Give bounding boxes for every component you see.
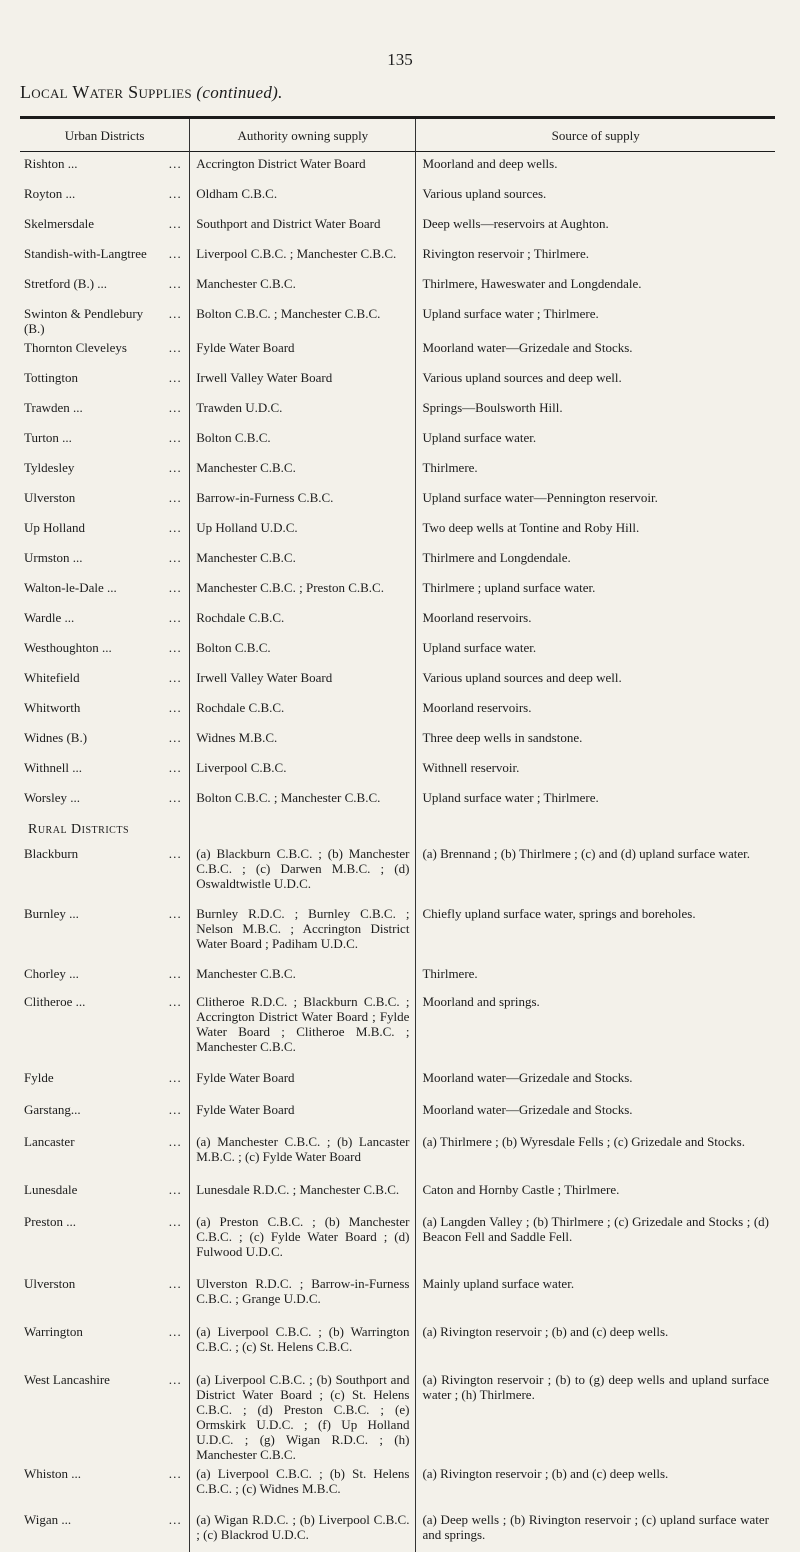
district-name: Widnes (B.) bbox=[24, 730, 87, 745]
district-name: Whitefield bbox=[24, 670, 80, 685]
leader-dots: … bbox=[117, 580, 183, 595]
leader-dots: … bbox=[75, 186, 183, 201]
authority-cell: Rochdale C.B.C. bbox=[190, 696, 416, 726]
district-cell bbox=[20, 336, 190, 366]
source-cell: Moorland water—Grizedale and Stocks. bbox=[416, 1066, 775, 1098]
heading-continued: (continued). bbox=[196, 83, 282, 102]
district-cell bbox=[20, 786, 190, 816]
source-cell: Moorland reservoirs. bbox=[416, 696, 775, 726]
leader-dots: … bbox=[75, 1134, 184, 1149]
authority-cell: Manchester C.B.C. bbox=[190, 546, 416, 576]
table-row bbox=[20, 786, 775, 816]
district-cell bbox=[20, 486, 190, 516]
leader-dots: … bbox=[85, 520, 183, 535]
authority-cell: Manchester C.B.C. ; Preston C.B.C. bbox=[190, 576, 416, 606]
district-cell bbox=[20, 636, 190, 666]
source-cell: Moorland water—Grizedale and Stocks. bbox=[416, 1098, 775, 1130]
authority-cell: Clitheroe R.D.C. ; Blackburn C.B.C. ; Accrington District Water Board ; Fylde Water Board ; Clitheroe M.B.C. ; Manchester C.B.C. bbox=[190, 990, 416, 1066]
authority-cell: (a) Liverpool C.B.C. ; (b) Southport and District Water Board ; (c) St. Helens C.B.C. ; (d) Preston C.B.C. ; (e) Ormskirk U.D.C. ; (f) Up Holland U.D.C. ; (g) Wigan R.D.C. ; (h) Manchester C.B.C. bbox=[190, 1368, 416, 1462]
table-row bbox=[20, 902, 775, 962]
source-cell: Various upland sources and deep well. bbox=[416, 366, 775, 396]
district-cell bbox=[20, 242, 190, 272]
district-name: Tyldesley bbox=[24, 460, 74, 475]
table-row bbox=[20, 212, 775, 242]
source-cell: Mainly upland surface water. bbox=[416, 1272, 775, 1320]
authority-cell: (a) Preston C.B.C. ; (b) Manchester C.B.C. ; (c) Fylde Water Board ; (d) Fulwood U.D.C. bbox=[190, 1210, 416, 1272]
table-row bbox=[20, 1272, 775, 1320]
column-header-source: Source of supply bbox=[416, 118, 775, 152]
authority-cell: Barrow-in-Furness C.B.C. bbox=[190, 486, 416, 516]
district-name: Wigan ... bbox=[24, 1512, 71, 1527]
district-name: Whitworth bbox=[24, 700, 80, 715]
leader-dots: … bbox=[80, 700, 183, 715]
empty-cell bbox=[416, 816, 775, 842]
page-number: 135 bbox=[0, 50, 800, 70]
district-name: Whiston ... bbox=[24, 1466, 81, 1481]
district-cell bbox=[20, 152, 190, 183]
source-cell: (a) Deep wells ; (b) Rivington reservoir ; (c) upland surface water and springs. bbox=[416, 1508, 775, 1552]
leader-dots: … bbox=[54, 1070, 184, 1085]
district-name: Fylde bbox=[24, 1070, 54, 1085]
district-name: Preston ... bbox=[24, 1214, 76, 1229]
authority-cell: Fylde Water Board bbox=[190, 336, 416, 366]
district-cell bbox=[20, 1178, 190, 1210]
leader-dots: … bbox=[83, 400, 183, 415]
authority-cell: Lunesdale R.D.C. ; Manchester C.B.C. bbox=[190, 1178, 416, 1210]
source-cell: Thirlmere and Longdendale. bbox=[416, 546, 775, 576]
authority-cell: (a) Wigan R.D.C. ; (b) Liverpool C.B.C. ; (c) Blackrod U.D.C. bbox=[190, 1508, 416, 1552]
source-cell: Two deep wells at Tontine and Roby Hill. bbox=[416, 516, 775, 546]
table-row bbox=[20, 486, 775, 516]
table-row bbox=[20, 576, 775, 606]
leader-dots: … bbox=[80, 790, 183, 805]
table-row bbox=[20, 152, 775, 183]
authority-cell: Liverpool C.B.C. bbox=[190, 756, 416, 786]
leader-dots: … bbox=[76, 1214, 183, 1229]
leader-dots: … bbox=[110, 1372, 183, 1387]
district-cell bbox=[20, 1320, 190, 1368]
district-name: Royton ... bbox=[24, 186, 75, 201]
leader-dots: … bbox=[112, 640, 183, 655]
source-cell: Thirlmere ; upland surface water. bbox=[416, 576, 775, 606]
source-cell: Thirlmere. bbox=[416, 456, 775, 486]
authority-cell: Manchester C.B.C. bbox=[190, 456, 416, 486]
authority-cell: Bolton C.B.C. ; Manchester C.B.C. bbox=[190, 302, 416, 336]
authority-cell: Rochdale C.B.C. bbox=[190, 606, 416, 636]
district-name: Turton ... bbox=[24, 430, 72, 445]
source-cell: Rivington reservoir ; Thirlmere. bbox=[416, 242, 775, 272]
district-name: Trawden ... bbox=[24, 400, 83, 415]
source-cell: (a) Rivington reservoir ; (b) and (c) deep wells. bbox=[416, 1320, 775, 1368]
table-row bbox=[20, 182, 775, 212]
table-row bbox=[20, 426, 775, 456]
authority-cell: (a) Blackburn C.B.C. ; (b) Manchester C.B.C. ; (c) Darwen M.B.C. ; (d) Oswaldtwistle U.D.C. bbox=[190, 842, 416, 902]
authority-cell: Fylde Water Board bbox=[190, 1098, 416, 1130]
source-cell: (a) Langden Valley ; (b) Thirlmere ; (c) Grizedale and Stocks ; (d) Beacon Fell and Saddle Fell. bbox=[416, 1210, 775, 1272]
heading-title: Local Water Supplies bbox=[20, 82, 192, 102]
district-cell bbox=[20, 1130, 190, 1178]
source-cell: (a) Brennand ; (b) Thirlmere ; (c) and (d) upland surface water. bbox=[416, 842, 775, 902]
district-cell bbox=[20, 902, 190, 962]
district-cell bbox=[20, 666, 190, 696]
district-name: Rishton ... bbox=[24, 156, 77, 171]
table-row bbox=[20, 636, 775, 666]
district-name: Tottington bbox=[24, 370, 78, 385]
district-name: Lancaster bbox=[24, 1134, 75, 1149]
leader-dots: … bbox=[147, 246, 183, 261]
leader-dots: … bbox=[83, 550, 184, 565]
district-name: Burnley ... bbox=[24, 906, 79, 921]
district-name: Clitheroe ... bbox=[24, 994, 85, 1009]
leader-dots: … bbox=[77, 156, 183, 171]
district-cell bbox=[20, 1368, 190, 1462]
source-cell: Caton and Hornby Castle ; Thirlmere. bbox=[416, 1178, 775, 1210]
district-cell bbox=[20, 990, 190, 1066]
district-name: Withnell ... bbox=[24, 760, 82, 775]
leader-dots: … bbox=[72, 430, 183, 445]
authority-cell: Southport and District Water Board bbox=[190, 212, 416, 242]
authority-cell: Irwell Valley Water Board bbox=[190, 366, 416, 396]
table-header-row bbox=[20, 118, 775, 152]
table-row bbox=[20, 990, 775, 1066]
table-row bbox=[20, 1368, 775, 1462]
table-row bbox=[20, 272, 775, 302]
source-cell: (a) Rivington reservoir ; (b) to (g) deep wells and upland surface water ; (h) Thirlmere. bbox=[416, 1368, 775, 1462]
table-row bbox=[20, 302, 775, 336]
leader-dots: … bbox=[94, 216, 183, 231]
authority-cell: Up Holland U.D.C. bbox=[190, 516, 416, 546]
district-cell bbox=[20, 426, 190, 456]
authority-cell: (a) Liverpool C.B.C. ; (b) Warrington C.B.C. ; (c) St. Helens C.B.C. bbox=[190, 1320, 416, 1368]
leader-dots: … bbox=[85, 994, 183, 1009]
district-name: Worsley ... bbox=[24, 790, 80, 805]
district-name: Thornton Cleveleys bbox=[24, 340, 127, 355]
authority-cell: Fylde Water Board bbox=[190, 1066, 416, 1098]
leader-dots: … bbox=[162, 306, 183, 336]
source-cell: Chiefly upland surface water, springs and boreholes. bbox=[416, 902, 775, 962]
source-cell: Moorland water—Grizedale and Stocks. bbox=[416, 336, 775, 366]
district-cell bbox=[20, 962, 190, 990]
district-cell bbox=[20, 726, 190, 756]
district-cell bbox=[20, 576, 190, 606]
source-cell: (a) Thirlmere ; (b) Wyresdale Fells ; (c) Grizedale and Stocks. bbox=[416, 1130, 775, 1178]
district-cell bbox=[20, 842, 190, 902]
district-name: Walton-le-Dale ... bbox=[24, 580, 117, 595]
authority-cell: Oldham C.B.C. bbox=[190, 182, 416, 212]
table-row bbox=[20, 396, 775, 426]
district-name: Westhoughton ... bbox=[24, 640, 112, 655]
source-cell: Moorland and deep wells. bbox=[416, 152, 775, 183]
table-row bbox=[20, 1130, 775, 1178]
source-cell: Deep wells—reservoirs at Aughton. bbox=[416, 212, 775, 242]
table-body bbox=[20, 152, 775, 1552]
district-cell bbox=[20, 606, 190, 636]
leader-dots: … bbox=[87, 730, 183, 745]
authority-cell: Burnley R.D.C. ; Burnley C.B.C. ; Nelson M.B.C. ; Accrington District Water Board ; Padiham U.D.C. bbox=[190, 902, 416, 962]
table-row bbox=[20, 1066, 775, 1098]
district-cell bbox=[20, 396, 190, 426]
source-cell: Thirlmere, Haweswater and Longdendale. bbox=[416, 272, 775, 302]
authority-cell: Bolton C.B.C. ; Manchester C.B.C. bbox=[190, 786, 416, 816]
leader-dots: … bbox=[75, 490, 183, 505]
authority-cell: Bolton C.B.C. bbox=[190, 426, 416, 456]
leader-dots: … bbox=[82, 760, 183, 775]
leader-dots: … bbox=[71, 1512, 183, 1527]
district-name: Urmston ... bbox=[24, 550, 83, 565]
district-name: Stretford (B.) ... bbox=[24, 276, 107, 291]
district-cell bbox=[20, 756, 190, 786]
leader-dots: … bbox=[79, 966, 183, 981]
source-cell: Moorland reservoirs. bbox=[416, 606, 775, 636]
authority-cell: Trawden U.D.C. bbox=[190, 396, 416, 426]
leader-dots: … bbox=[74, 460, 183, 475]
district-name: Garstang... bbox=[24, 1102, 81, 1117]
source-cell: Moorland and springs. bbox=[416, 990, 775, 1066]
table-row bbox=[20, 1210, 775, 1272]
table-row bbox=[20, 666, 775, 696]
district-cell bbox=[20, 366, 190, 396]
district-cell bbox=[20, 696, 190, 726]
leader-dots: … bbox=[78, 370, 183, 385]
source-cell: Withnell reservoir. bbox=[416, 756, 775, 786]
district-cell bbox=[20, 272, 190, 302]
district-name: Warrington bbox=[24, 1324, 83, 1339]
district-name: Wardle ... bbox=[24, 610, 74, 625]
authority-cell: (a) Manchester C.B.C. ; (b) Lancaster M.B.C. ; (c) Fylde Water Board bbox=[190, 1130, 416, 1178]
source-cell: Three deep wells in sandstone. bbox=[416, 726, 775, 756]
rural-districts-heading-row bbox=[20, 816, 775, 842]
district-name: Swinton & Pendlebury (B.) bbox=[24, 306, 162, 336]
authority-cell: Accrington District Water Board bbox=[190, 152, 416, 183]
column-header-district: Urban Districts bbox=[20, 118, 190, 152]
table-row bbox=[20, 242, 775, 272]
authority-cell: Ulverston R.D.C. ; Barrow-in-Furness C.B.C. ; Grange U.D.C. bbox=[190, 1272, 416, 1320]
column-header-authority: Authority owning supply bbox=[190, 118, 416, 152]
district-cell bbox=[20, 1066, 190, 1098]
district-name: Blackburn bbox=[24, 846, 78, 861]
table-row bbox=[20, 842, 775, 902]
source-cell: Various upland sources. bbox=[416, 182, 775, 212]
table-row bbox=[20, 1462, 775, 1508]
leader-dots: … bbox=[127, 340, 183, 355]
district-cell bbox=[20, 1210, 190, 1272]
district-name: Lunesdale bbox=[24, 1182, 77, 1197]
table-row bbox=[20, 696, 775, 726]
source-cell: Various upland sources and deep well. bbox=[416, 666, 775, 696]
table-row bbox=[20, 1508, 775, 1552]
district-cell bbox=[20, 1098, 190, 1130]
table-row bbox=[20, 366, 775, 396]
district-name: West Lancashire bbox=[24, 1372, 110, 1387]
empty-cell bbox=[190, 816, 416, 842]
table-row bbox=[20, 336, 775, 366]
leader-dots: … bbox=[79, 906, 183, 921]
district-cell bbox=[20, 1508, 190, 1552]
table-row bbox=[20, 456, 775, 486]
district-name: Skelmersdale bbox=[24, 216, 94, 231]
district-name: Chorley ... bbox=[24, 966, 79, 981]
source-cell: Springs—Boulsworth Hill. bbox=[416, 396, 775, 426]
water-supplies-table bbox=[20, 116, 775, 1552]
district-cell bbox=[20, 516, 190, 546]
source-cell: (a) Rivington reservoir ; (b) and (c) deep wells. bbox=[416, 1462, 775, 1508]
district-cell bbox=[20, 182, 190, 212]
authority-cell: Manchester C.B.C. bbox=[190, 272, 416, 302]
district-name: Ulverston bbox=[24, 1276, 75, 1291]
table-row bbox=[20, 546, 775, 576]
source-cell: Thirlmere. bbox=[416, 962, 775, 990]
leader-dots: … bbox=[77, 1182, 183, 1197]
district-cell bbox=[20, 456, 190, 486]
authority-cell: Bolton C.B.C. bbox=[190, 636, 416, 666]
table-row bbox=[20, 1178, 775, 1210]
table-row bbox=[20, 962, 775, 990]
source-cell: Upland surface water. bbox=[416, 636, 775, 666]
leader-dots: … bbox=[78, 846, 183, 861]
authority-cell: Irwell Valley Water Board bbox=[190, 666, 416, 696]
authority-cell: Widnes M.B.C. bbox=[190, 726, 416, 756]
table-row bbox=[20, 756, 775, 786]
district-cell bbox=[20, 302, 190, 336]
district-name: Standish-with-Langtree bbox=[24, 246, 147, 261]
leader-dots: … bbox=[75, 1276, 183, 1291]
district-cell bbox=[20, 212, 190, 242]
leader-dots: … bbox=[81, 1466, 183, 1481]
leader-dots: … bbox=[107, 276, 183, 291]
leader-dots: … bbox=[80, 670, 184, 685]
district-name: Ulverston bbox=[24, 490, 75, 505]
leader-dots: … bbox=[81, 1102, 184, 1117]
authority-cell: (a) Liverpool C.B.C. ; (b) St. Helens C.B.C. ; (c) Widnes M.B.C. bbox=[190, 1462, 416, 1508]
table-row bbox=[20, 516, 775, 546]
source-cell: Upland surface water. bbox=[416, 426, 775, 456]
table-row bbox=[20, 1098, 775, 1130]
table-row bbox=[20, 726, 775, 756]
source-cell: Upland surface water ; Thirlmere. bbox=[416, 302, 775, 336]
source-cell: Upland surface water ; Thirlmere. bbox=[416, 786, 775, 816]
rural-districts-heading: Rural Districts bbox=[20, 816, 190, 842]
page-heading bbox=[20, 82, 283, 103]
district-name: Up Holland bbox=[24, 520, 85, 535]
source-cell: Upland surface water—Pennington reservoir. bbox=[416, 486, 775, 516]
district-cell bbox=[20, 1272, 190, 1320]
district-cell bbox=[20, 1462, 190, 1508]
leader-dots: … bbox=[74, 610, 183, 625]
district-cell bbox=[20, 546, 190, 576]
authority-cell: Liverpool C.B.C. ; Manchester C.B.C. bbox=[190, 242, 416, 272]
leader-dots: … bbox=[83, 1324, 183, 1339]
authority-cell: Manchester C.B.C. bbox=[190, 962, 416, 990]
table-row bbox=[20, 606, 775, 636]
table-row bbox=[20, 1320, 775, 1368]
